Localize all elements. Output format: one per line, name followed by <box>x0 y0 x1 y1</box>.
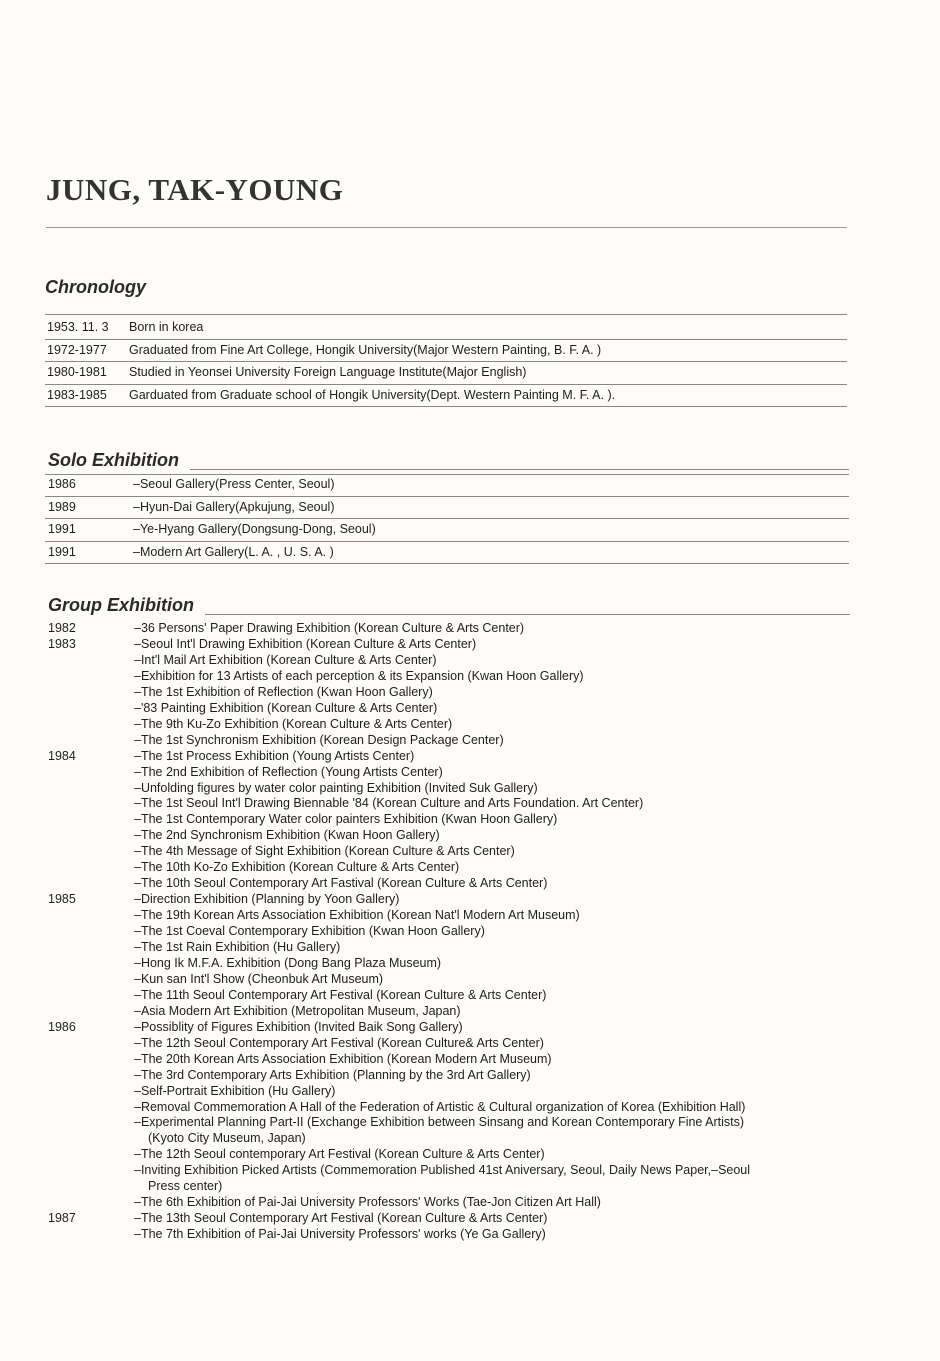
solo-year: 1991 <box>48 544 76 559</box>
solo-top-rule <box>45 474 849 475</box>
group-text: –The 4th Message of Sight Exhibition (Korean Culture & Arts Center) <box>134 844 515 859</box>
solo-heading-rule <box>190 469 849 470</box>
solo-text: –Seoul Gallery(Press Center, Seoul) <box>133 477 335 491</box>
row-divider <box>45 339 847 340</box>
group-heading: Group Exhibition <box>48 595 194 615</box>
group-text: –The 12th Seoul contemporary Art Festival (Korean Culture & Arts Center) <box>134 1147 545 1162</box>
group-text: –Experimental Planning Part-II (Exchange Exhibition between Sinsang and Korean Contemporary Fine Artists) <box>134 1115 745 1130</box>
title-divider <box>46 227 847 228</box>
chronology-top-rule <box>45 314 847 315</box>
group-text: –The 1st Coeval Contemporary Exhibition (Kwan Hoon Gallery) <box>134 924 485 939</box>
group-text: (Kyoto City Museum, Japan) <box>148 1131 306 1146</box>
group-text: –The 1st Synchronism Exhibition (Korean Design Package Center) <box>134 732 504 747</box>
solo-year: 1989 <box>48 499 76 514</box>
group-text: –The 10th Seoul Contemporary Art Fastival (Korean Culture & Arts Center) <box>134 876 548 891</box>
group-text: –The 1st Seoul Int'l Drawing Biennable '84 (Korean Culture and Arts Foundation. Art Center) <box>134 796 644 811</box>
chronology-text: Born in korea <box>129 320 204 334</box>
group-text: –The 19th Korean Arts Association Exhibition (Korean Nat'l Modern Art Museum) <box>134 908 580 923</box>
group-text: –Unfolding figures by water color painting Exhibition (Invited Suk Gallery) <box>134 780 538 795</box>
group-text: –Inviting Exhibition Picked Artists (Commemoration Published 41st Aniversary, Seoul, Daily News Paper,–Seoul <box>134 1163 751 1178</box>
group-text: –36 Persons' Paper Drawing Exhibition (Korean Culture & Arts Center) <box>134 621 525 635</box>
group-text: –The 3rd Contemporary Arts Exhibition (Planning by the 3rd Art Gallery) <box>134 1067 531 1082</box>
group-text: –The 12th Seoul Contemporary Art Festival (Korean Culture& Arts Center) <box>134 1035 544 1050</box>
group-text: –The 11th Seoul Contemporary Art Festival (Korean Culture & Arts Center) <box>134 987 547 1002</box>
group-year: 1984 <box>48 748 76 763</box>
group-text: –Seoul Int'l Drawing Exhibition (Korean Culture & Arts Center) <box>134 636 477 651</box>
group-text: –The 1st Process Exhibition (Young Artists Center) <box>134 748 415 763</box>
row-divider <box>45 541 849 542</box>
solo-year: 1991 <box>48 522 76 536</box>
group-text: –Kun san Int'l Show (Cheonbuk Art Museum) <box>134 971 384 986</box>
chronology-date: 1983-1985 <box>47 387 107 402</box>
group-text: –The 7th Exhibition of Pai-Jai University Professors' works (Ye Ga Gallery) <box>134 1227 546 1242</box>
chronology-date: 1972-1977 <box>47 342 107 357</box>
solo-text: –Ye-Hyang Gallery(Dongsung-Dong, Seoul) <box>133 522 376 536</box>
group-text: –The 1st Contemporary Water color painters Exhibition (Kwan Hoon Gallery) <box>134 812 558 827</box>
group-text: –Self-Portrait Exhibition (Hu Gallery) <box>134 1083 336 1098</box>
group-year: 1987 <box>48 1211 76 1226</box>
chronology-date: 1953. 11. 3 <box>47 320 109 334</box>
row-divider <box>45 496 849 497</box>
row-divider <box>45 384 847 385</box>
chronology-heading: Chronology <box>45 277 146 297</box>
chronology-date: 1980-1981 <box>47 365 107 379</box>
group-text: Press center) <box>148 1179 223 1194</box>
artist-name: JUNG, TAK-YOUNG <box>46 172 344 207</box>
row-divider <box>45 406 847 407</box>
row-divider <box>45 563 849 564</box>
group-heading-rule <box>205 614 850 615</box>
group-text: –The 2nd Exhibition of Reflection (Young Artists Center) <box>134 764 443 779</box>
group-year: 1986 <box>48 1019 76 1034</box>
row-divider <box>45 361 847 362</box>
group-text: –Direction Exhibition (Planning by Yoon Gallery) <box>134 892 400 907</box>
group-text: –'83 Painting Exhibition (Korean Culture & Arts Center) <box>134 700 438 715</box>
group-text: –The 13th Seoul Contemporary Art Festival (Korean Culture & Arts Center) <box>134 1211 548 1226</box>
chronology-text: Graduated from Fine Art College, Hongik University(Major Western Painting, B. F. A. ) <box>129 342 602 357</box>
group-text: –The 1st Exhibition of Reflection (Kwan Hoon Gallery) <box>134 684 433 699</box>
group-text: –The 10th Ko-Zo Exhibition (Korean Culture & Arts Center) <box>134 860 460 875</box>
group-text: –Int'l Mail Art Exhibition (Korean Culture & Arts Center) <box>134 652 437 667</box>
group-text: –Exhibition for 13 Artists of each perception & its Expansion (Kwan Hoon Gallery) <box>134 668 584 683</box>
group-text: –The 2nd Synchronism Exhibition (Kwan Hoon Gallery) <box>134 828 440 843</box>
group-text: –Removal Commemoration A Hall of the Federation of Artistic & Cultural organization of Korea (Exhibition Hall) <box>134 1099 746 1114</box>
row-divider <box>45 518 849 519</box>
group-year: 1983 <box>48 636 76 651</box>
group-text: –The 9th Ku-Zo Exhibition (Korean Culture & Arts Center) <box>134 716 453 731</box>
chronology-text: Studied in Yeonsei University Foreign Language Institute(Major English) <box>129 365 527 379</box>
solo-text: –Modern Art Gallery(L. A. , U. S. A. ) <box>133 544 334 559</box>
group-text: –The 6th Exhibition of Pai-Jai University Professors' Works (Tae-Jon Citizen Art Hall) <box>134 1195 601 1210</box>
group-text: –Possiblity of Figures Exhibition (Invited Baik Song Gallery) <box>134 1019 463 1034</box>
group-text: –Hong Ik M.F.A. Exhibition (Dong Bang Plaza Museum) <box>134 955 442 970</box>
solo-year: 1986 <box>48 477 76 491</box>
group-year: 1982 <box>48 621 76 635</box>
group-text: –The 20th Korean Arts Association Exhibition (Korean Modern Art Museum) <box>134 1051 552 1066</box>
group-year: 1985 <box>48 892 76 907</box>
group-text: –Asia Modern Art Exhibition (Metropolitan Museum, Japan) <box>134 1003 461 1018</box>
solo-heading: Solo Exhibition <box>48 450 179 470</box>
group-text: –The 1st Rain Exhibition (Hu Gallery) <box>134 940 341 954</box>
chronology-text: Garduated from Graduate school of Hongik University(Dept. Western Painting M. F. A. ). <box>129 387 616 402</box>
solo-text: –Hyun-Dai Gallery(Apkujung, Seoul) <box>133 499 335 514</box>
